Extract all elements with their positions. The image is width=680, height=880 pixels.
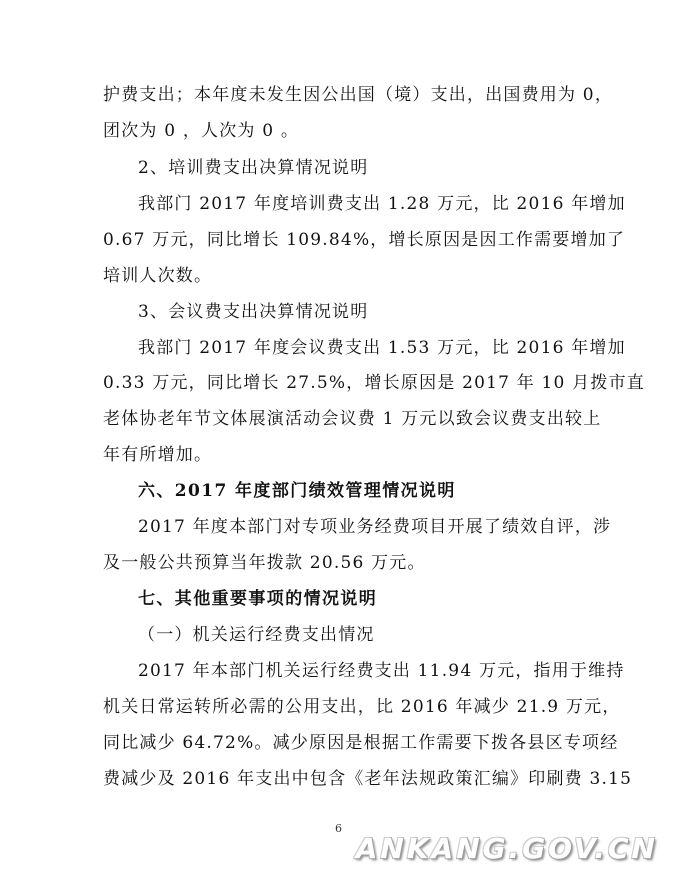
paragraph-line: 2017 年本部门机关运行经费支出 11.94 万元，指用于维持 bbox=[138, 661, 625, 681]
section-subheading: 3、会议费支出决算情况说明 bbox=[138, 302, 369, 322]
site-watermark: ANKANG.GOV.CN bbox=[355, 832, 658, 865]
page-number: 6 bbox=[335, 822, 342, 835]
section-heading: 七、其他重要事项的情况说明 bbox=[138, 589, 378, 609]
paragraph-line: 0.33 万元，同比增长 27.5%，增长原因是 2017 年 10 月拨市直 bbox=[103, 373, 645, 393]
paragraph-line: 培训人次数。 bbox=[103, 266, 213, 286]
section-subheading: （一）机关运行经费支出情况 bbox=[138, 625, 375, 645]
paragraph-line: 机关日常运转所必需的公用支出，比 2016 年减少 21.9 万元， bbox=[103, 697, 621, 717]
paragraph-line: 老体协老年节文体展演活动会议费 1 万元以致会议费支出较上 bbox=[103, 409, 602, 429]
paragraph-line: 同比减少 64.72%。减少原因是根据工作需要下拨各县区专项经 bbox=[103, 733, 619, 753]
paragraph-line: 年有所增加。 bbox=[103, 445, 213, 465]
paragraph-line: 团次为 0 ，人次为 0 。 bbox=[103, 121, 300, 141]
paragraph-line: 我部门 2017 年度会议费支出 1.53 万元，比 2016 年增加 bbox=[138, 338, 626, 358]
section-subheading: 2、培训费支出决算情况说明 bbox=[138, 158, 369, 178]
paragraph-line: 及一般公共预算当年拨款 20.56 万元。 bbox=[103, 553, 426, 573]
paragraph-line: 我部门 2017 年度培训费支出 1.28 万元，比 2016 年增加 bbox=[138, 194, 626, 214]
paragraph-line: 护费支出；本年度未发生因公出国（境）支出，出国费用为 0， bbox=[103, 85, 614, 105]
paragraph-line: 2017 年度本部门对专项业务经费项目开展了绩效自评，涉 bbox=[138, 517, 612, 537]
paragraph-line: 费减少及 2016 年支出中包含《老年法规政策汇编》印刷费 3.15 bbox=[103, 769, 633, 789]
paragraph-line: 0.67 万元，同比增长 109.84%，增长原因是因工作需要增加了 bbox=[103, 230, 626, 250]
section-heading: 六、2017 年度部门绩效管理情况说明 bbox=[138, 481, 456, 501]
